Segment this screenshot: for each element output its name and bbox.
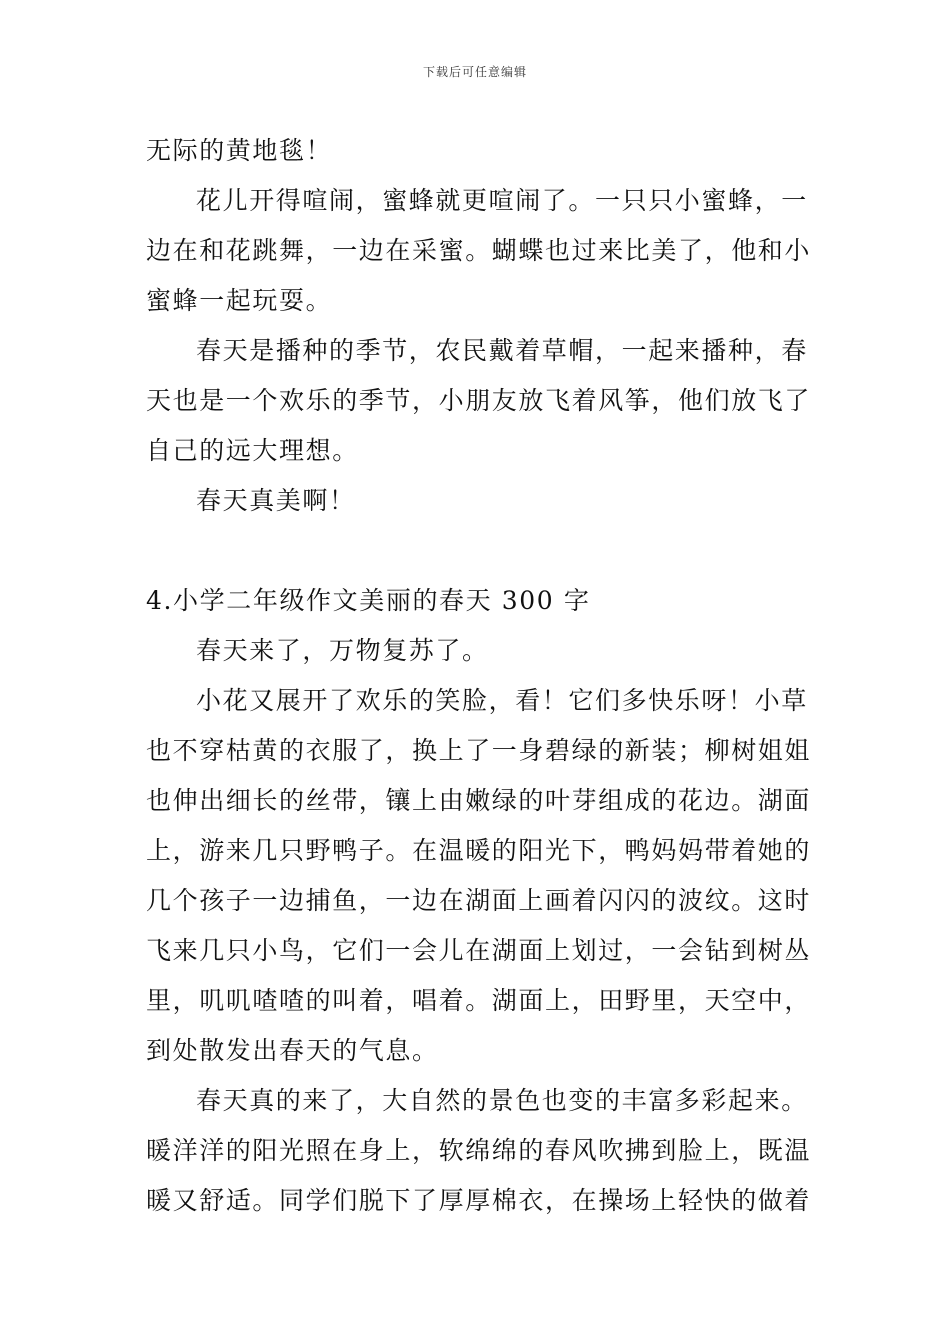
- paragraph: [146, 176, 810, 326]
- text-line: 花儿开得喧闹，蜜蜂就更喧闹了。一只只小蜜蜂，一: [196, 186, 808, 215]
- document-body: [146, 126, 810, 1226]
- text-line: 也不穿枯黄的衣服了，换上了一身碧绿的新装；柳树姐姐: [146, 736, 812, 765]
- text-line: 小花又展开了欢乐的笑脸，看！它们多快乐呀！小草: [196, 686, 808, 715]
- text-line: 暖洋洋的阳光照在身上，软绵绵的春风吹拂到脸上，既温: [146, 1136, 812, 1165]
- paragraph: [146, 676, 810, 1076]
- heading-line: 4.小学二年级作文美丽的春天 300 字: [146, 586, 591, 615]
- text-line: 蜜蜂一起玩耍。: [146, 286, 333, 315]
- text-line: 春天真美啊！: [196, 486, 356, 515]
- paragraph-gap: [146, 526, 810, 576]
- paragraph: [146, 1076, 810, 1226]
- paragraph: [146, 476, 810, 526]
- text-line: 春天是播种的季节，农民戴着草帽，一起来播种，春: [196, 336, 808, 365]
- text-line: 上，游来几只野鸭子。在温暖的阳光下，鸭妈妈带着她的: [146, 836, 812, 865]
- text-line: 到处散发出春天的气息。: [146, 1036, 439, 1065]
- text-line: 几个孩子一边捕鱼，一边在湖面上画着闪闪的波纹。这时: [146, 886, 812, 915]
- text-line: 春天真的来了，大自然的景色也变的丰富多彩起来。: [196, 1086, 808, 1115]
- text-line: 无际的黄地毯！: [146, 136, 333, 165]
- paragraph: [146, 126, 810, 176]
- text-line: 暖又舒适。同学们脱下了厚厚棉衣，在操场上轻快的做着: [146, 1186, 812, 1215]
- text-line: 春天来了，万物复苏了。: [196, 636, 489, 665]
- paragraph: [146, 326, 810, 476]
- text-line: 飞来几只小鸟，它们一会儿在湖面上划过，一会钻到树丛: [146, 936, 812, 965]
- page-header: 下载后可任意编辑: [422, 65, 527, 79]
- text-line: 天也是一个欢乐的季节，小朋友放飞着风筝，他们放飞了: [146, 386, 812, 415]
- text-line: 自己的远大理想。: [146, 436, 359, 465]
- text-line: 边在和花跳舞，一边在采蜜。蝴蝶也过来比美了，他和小: [146, 236, 812, 265]
- paragraph: [146, 626, 810, 676]
- section-heading: [146, 576, 810, 626]
- text-line: 里，叽叽喳喳的叫着，唱着。湖面上，田野里，天空中，: [146, 986, 812, 1015]
- text-line: 也伸出细长的丝带，镶上由嫩绿的叶芽组成的花边。湖面: [146, 786, 812, 815]
